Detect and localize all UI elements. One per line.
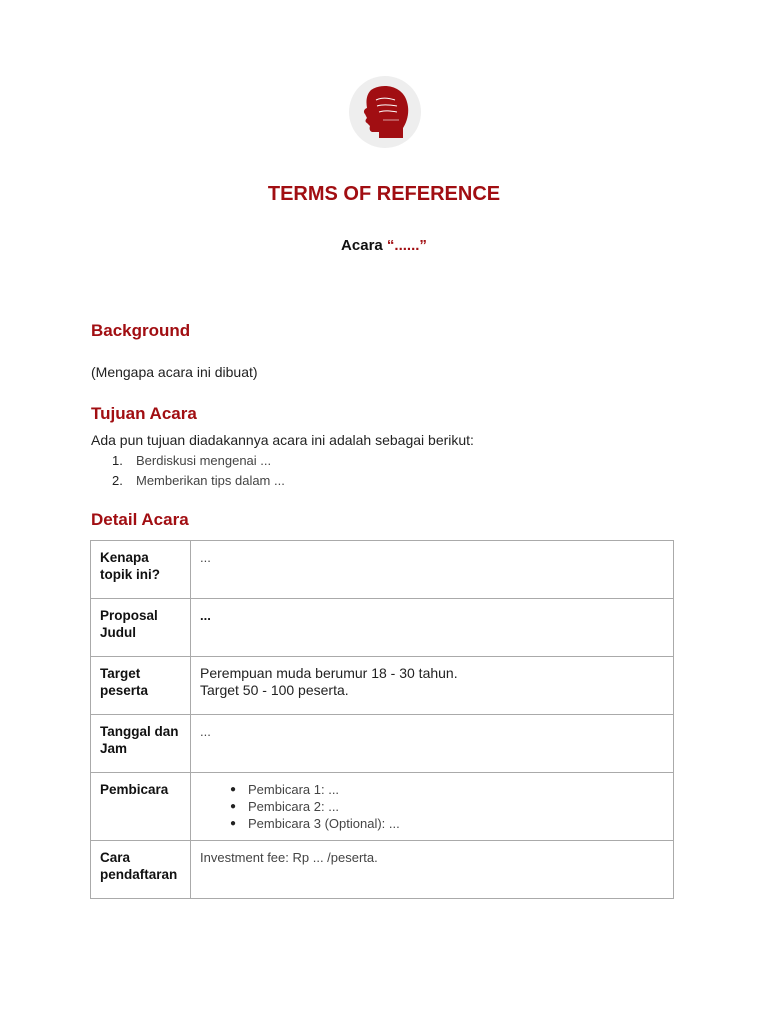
document-title: TERMS OF REFERENCE xyxy=(267,183,501,205)
detail-heading: Detail Acara xyxy=(91,510,189,529)
row-label: Tanggal dan Jam xyxy=(91,715,191,773)
row-label: Pembicara xyxy=(91,773,191,841)
list-text: Berdiskusi mengenai ... xyxy=(136,453,272,468)
list-item: ● Pembicara 2: ... xyxy=(230,798,664,815)
row-value: ... xyxy=(191,541,674,599)
table-row xyxy=(91,599,674,657)
proposal-value: ... xyxy=(200,608,211,623)
table-row xyxy=(91,657,674,715)
event-subtitle xyxy=(0,237,768,254)
row-label: Kenapa topik ini? xyxy=(91,541,191,599)
list-number: 2. xyxy=(112,473,123,488)
list-item: ● Pembicara 3 (Optional): ... xyxy=(230,815,664,832)
tujuan-heading: Tujuan Acara xyxy=(91,404,197,423)
row-label: Cara pendaftaran xyxy=(91,841,191,899)
row-value: ... xyxy=(191,715,674,773)
row-value: Investment fee: Rp ... /peserta. xyxy=(191,841,674,899)
list-item xyxy=(112,471,285,491)
table-row xyxy=(91,541,674,599)
list-item xyxy=(112,451,285,471)
subtitle-prefix: Acara xyxy=(341,237,387,254)
pembicara-list xyxy=(200,781,664,832)
row-value xyxy=(191,657,674,715)
table-row xyxy=(91,841,674,899)
list-text: Memberikan tips dalam ... xyxy=(136,473,285,488)
table-row xyxy=(91,715,674,773)
row-value xyxy=(191,599,674,657)
row-label: Target peserta xyxy=(91,657,191,715)
background-text: (Mengapa acara ini dibuat) xyxy=(91,364,258,380)
target-line-2: Target 50 - 100 peserta. xyxy=(200,682,349,698)
tujuan-list xyxy=(112,451,285,491)
subtitle-event-name: “......” xyxy=(386,237,427,254)
logo-woman-profile-icon xyxy=(349,76,421,148)
row-value xyxy=(191,773,674,841)
tujuan-intro: Ada pun tujuan diadakannya acara ini adalah sebagai berikut: xyxy=(91,432,474,448)
list-item: ● Pembicara 1: ... xyxy=(230,781,664,798)
list-number: 1. xyxy=(112,453,123,468)
target-line-1: Perempuan muda berumur 18 - 30 tahun. xyxy=(200,665,458,681)
detail-table xyxy=(90,540,674,899)
table-row xyxy=(91,773,674,841)
row-label: Proposal Judul xyxy=(91,599,191,657)
background-heading: Background xyxy=(91,321,191,340)
